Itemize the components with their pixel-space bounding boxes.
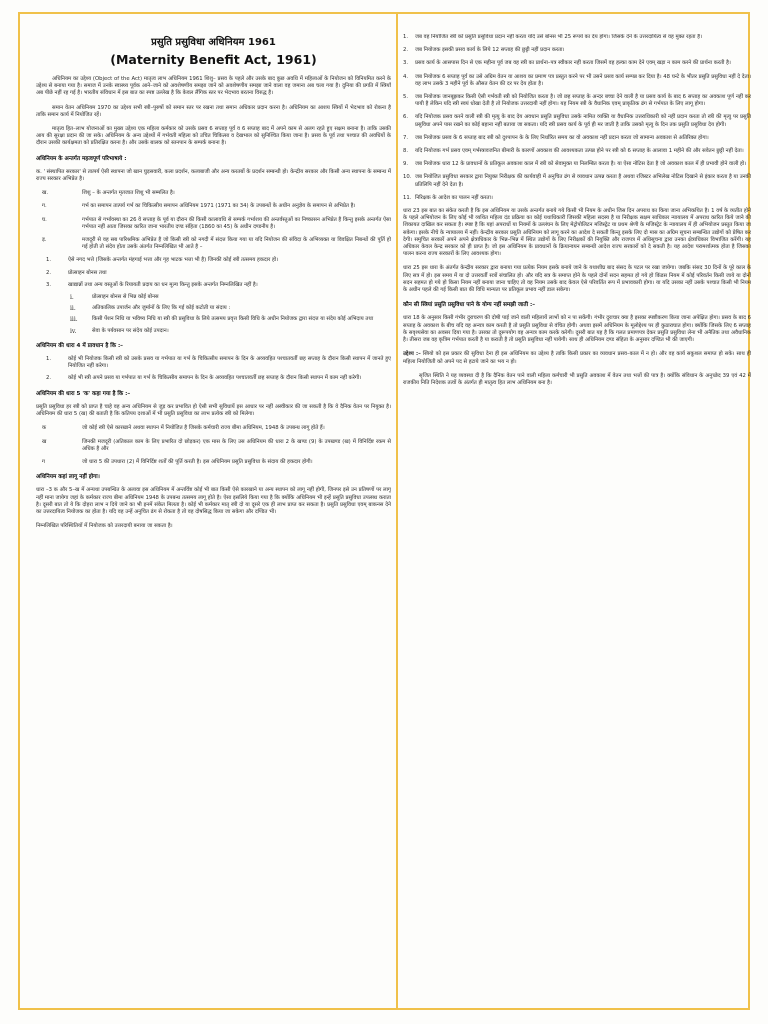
list-text: जो धारा 5 की उपधारा (2) में विनिर्दिष्ट शर्तों की पूर्ति करती है। इस अधिनियम प्रसुति प्रसुविधा के संदाय की हकदार होगी। <box>82 458 313 465</box>
list-text: जब नियोजित प्रसुविधा सरकार द्वारा नियुक्त निरीक्षक की कार्यवाही में अनुचित ढंग से व्यवधान उत्पन्न करता है अथवा रजिस्टर अभिलेख नोटिस दिखाने से इंकार करता है या उनकी प्रतिलिपि नहीं देने देता है। <box>415 174 751 188</box>
list-item <box>403 60 751 67</box>
list-text: किसी पेंशन निधि या भविष्य निधि या स्त्री की प्रसुविधा के लिये तत्समय प्रवृत्त किसी विधि के अधीन नियोजक द्वारा संदत्त या संदेय कोई अभिदाय तथा <box>92 316 374 323</box>
right-column <box>403 34 751 996</box>
list-text: प्रसव कार्य के आसपास दिन से एक महीना पूर्व जब वह स्त्री का प्रार्थना–पत्र स्वीकार नहीं करता जिसमें वह हल्का काम देने एवम् खड़ा न काम करने की प्रार्थना करती है। <box>415 60 731 67</box>
page-border-top <box>18 12 750 14</box>
page-border-bottom <box>18 1008 750 1010</box>
list-item <box>403 47 751 54</box>
wage-includes-list <box>36 257 391 289</box>
list-item <box>403 195 751 202</box>
list-number: 1. <box>46 356 52 363</box>
definition-label: घ. <box>42 216 47 223</box>
list-number: iii. <box>70 316 78 324</box>
list-number: 2. <box>46 269 52 276</box>
list-text: जब वह नियोजित स्त्री को प्रसुति प्रसुविधा प्रदान नहीं करता यदि उसे बोनस भी 25 रूपये का देय होगा। जिसके देने के उत्तरदायित्व से वह मुक्त रहता है। <box>415 34 703 40</box>
document-title-hindi: प्रसुति प्रसुविधा अधिनियम 1961 <box>151 37 276 48</box>
wage-excludes-list <box>36 294 391 335</box>
list-item <box>403 34 751 41</box>
list-number: 1. <box>403 34 409 40</box>
list-number: 7. <box>403 134 409 141</box>
list-text: प्रोत्साहन बोनस तथा <box>68 269 107 276</box>
definition-k: क. ' संस्थापित सरकार' से तात्पर्य ऐसी स्थापना जो खान घुड़सवारी, कला प्रदर्शन, कलाबाजी और अन्य करतबों के प्रदर्शन सम्बन्धी हो। केन्द्रीय सरकार और किसी अन्य स्थापना के सम्बन्ध में राज्य सरकार अभिप्रेत है। <box>36 168 391 183</box>
list-item <box>36 459 391 466</box>
list-item <box>36 305 391 312</box>
list-number: 10. <box>403 174 412 181</box>
list-item <box>36 294 391 301</box>
page-border-left <box>18 12 20 1010</box>
definition-g <box>36 203 391 210</box>
list-number: 5. <box>403 94 409 101</box>
list-item <box>36 356 391 370</box>
section-25-paragraph: धारा 25 इस धारा के अंतर्गत केन्द्रीय सरकार द्वारा बनाया गया प्रत्येक नियम इसके बनाये जाने के यथाशीघ्र बाद संसद के पटल पर रखा जायेगा। जबकि संसद 30 दिनों के पूरे काल के लिए सत्र में हो। इस समय में या दो उत्तरवर्ती सत्रों संचालित हो। और यदि सत्र के समाप्त होने के पहले दोनों सदन सहमत हो गये हो किंडस नियम में कोई परिवर्तन किसी जाये या दोनों सदन सहमत हो गये हो किसा नियम नहीं बनाया जाना चाहिए तो वह नियम उसके बाद केवल ऐसे परिवर्तित रूप में प्रभावकारी होगा। या यदि उसका नहीं उसके पश्चात किसी भी नियम के अधीन पहले की गई किसी बात की विधि मान्यता पर प्रतिकूल प्रभाव नहीं डाल सकेगा। <box>403 265 751 294</box>
list-item <box>36 270 391 277</box>
list-text: जब नियोजक धारा 12 के प्रावधानों के प्रतिकूल अवकाश काल में स्त्री को सेवामुक्त या निलम्बित करता है। या ऐसा नोटिस देता है जो अवकाश काल में ही प्रभावी होने वाली हो। <box>415 161 747 168</box>
purpose-label: उद्देश्य :– <box>403 351 421 358</box>
list-text: जब नियोजक प्रसव के 6 सप्ताह बाद स्त्री को दुश्पापन के के लिए निर्धारित समय का वो अवकाश नहीं प्रदान करता जो सामान्य अवकाश से अतिरिक्त होगा। <box>415 134 709 141</box>
definition-kh <box>36 190 391 197</box>
list-item <box>403 161 751 168</box>
definition-label: ड़. <box>42 237 47 244</box>
list-number: क <box>42 425 47 432</box>
list-text: ऐसे नगद भत्ते (जिसके अन्तर्गत मंहगाई भत्ता और गृह भाटक भत्ता भी है) जिनकी कोई स्त्री तत्समय हकदार हो। <box>68 257 279 264</box>
list-number: 3. <box>403 60 409 67</box>
list-item <box>403 148 751 155</box>
section-5-paragraph: प्रसूति प्रसुविधा हर स्त्री को प्राप्त है चाहे वह अन्य अधिनियम से जुड़ कर प्रभावित हो ऐसी सभी सुविधायें इस आधार पर नहीं अस्वीकार की जा सकती है कि वे दैनिक वेतन पर नियुक्त है। अधिनियम की धारा 5 (ख) की बताती है कि कतिपय दशाओं में भी प्रसुति प्रसुविधा का लाभ प्रत्येक स्त्री को मिलेगा। <box>36 403 391 418</box>
list-item <box>403 94 751 108</box>
list-text: कोई भी नियोजक किसी स्त्री को उसके प्रसव या गर्भपात या गर्भ के चिकित्सीय समापन के दिन के अव्यवहित पश्चातवर्ती छह सप्ताह के दौरान किसी स्थापन में जानते हुए नियोजित नहीं करेगा। <box>68 356 391 370</box>
list-number: i. <box>70 294 74 302</box>
employer-liability-line: निम्नलिखित परिस्थितियों में नियोजक को उत्तरदायी बनाया जा सकता है। <box>36 523 173 530</box>
definition-text: गर्भ का समापन तात्पर्य गर्भ का चिकित्सीय समापन अधिनियम 1971 (1971 का 34) के उपबन्धों के अधीन अनुज्ञेय के समापन से अभिप्रेत है। <box>82 203 356 210</box>
list-number: 2. <box>46 375 52 382</box>
section-18-paragraph: धारा 18 के अनुसार किसी गंभीर दुराचरण की दोषी पाई जाने वाली महिलायें लाभों को न पा सकेंगी। गंभीर दुराचार क्या है इसका स्पष्टीकरण किया जाना अपेक्षित होगा। प्रसव के बाद 6 सप्ताह के अवकाश के बीच यदि वह अन्यत्र काम करती है तो प्रसुति प्रसुविधा से वंचित होगी। अथवा इसमें अधिनियम के मूलोद्देश्य पर ही कुठाराघात होगा। क्योंकि जिसके लिए 6 सप्ताह के सवृश्यसेवा का अवसर दिया गया है। उसका तो दुरूपयोग वह अन्यत्र काम करके करेगी। दूसरी बात यह है कि गलत प्रमाणपत्र देकर प्रसुति प्रसुविधा लेना भी अनैतिक तथा अवैधानिक है। तीसरा जब वह कृत्रिम गर्भपात करती है या कराती है तो प्रसुति प्रसुविधा नहीं पायेगी। साथ ही अधिनियम दण्ड संहिता के अनुसार दण्डित भी की जाएगी। <box>403 315 751 344</box>
list-number: 2. <box>403 47 409 54</box>
list-text: जब नियोजक जानबूझकर किसी ऐसी गर्भवती स्त्री को नियोजित करता है। जो छह सप्ताह के अन्दर बच्चा देने वाली है या प्रसव कार्य के बाद 6 सप्ताह का अवकाश पूर्ण नहीं कर पायी है लेकिन यदि स्त्री स्वयं धोखा देती है तो नियोजक उत्तरदायी नहीं होगा। यह नियम स्त्री के वैधानिक एवम् प्राकृतिक ढंग से गर्भपात के लिए लागू होगा। <box>415 94 751 108</box>
definition-label: ग. <box>42 203 47 210</box>
definition-text: मजदूरी से वह सब पारिश्रमिक अभिप्रेत है जो किसी स्त्री को नगदी में संदत्त किया गया या यदि नियोजन की संविदा के अभिव्यक्त या विवक्षित निबन्धों की पूर्ति हो गई होती तो संदेय होता उसके अंतर्गत निम्नलिखित भी आते है – <box>82 237 391 251</box>
purpose-paragraph <box>403 351 751 365</box>
list-number: 9. <box>403 161 409 168</box>
list-number: 3. <box>46 281 52 288</box>
list-text: जिनकी मजदूरी (अतिकाल काम के लिए प्रभारित दो छोड़कर) एक मास के लिए उस अधिनियम की धारा 2 के खण्ड (9) के उपखण्ड (ख) में विनिर्दिष्ट रकम से अधिक है और <box>82 438 391 452</box>
section-4-heading: अधिनियम की धारा 4 में प्रावधान है कि :– <box>36 342 123 349</box>
definition-text: शिशु – के अन्तर्गत मृतजात शिशु भी सम्मलित है। <box>82 190 175 197</box>
definition-gh <box>36 217 391 231</box>
document-title-english: (Maternity Benefit Act, 1961) <box>110 52 317 67</box>
list-number: ii. <box>70 305 76 313</box>
applicability-paragraph: धारा –3 क और 5–ख में अन्यथा उपबन्धित के अलावा इस अधिनियम में अन्तर्विष्ट कोई भी बात किसी ऐसे कारखाने या अन्य स्थापन को लागू नहीं होगी, जिनपर इसे उन प्रतिषणों पर लागू नहीं माना जायेगा जहां के कर्मकार राज्य बीमा अधिनियम 1948 के उपबन्ध तत्समय लागू होते है। ऐसा इसलिये किया गया है कि क्योंकि अधिनियम भी इन्हें प्रसुति प्रसुविधा उपलब्ध कराता है। दूसरी बात तो ये कि दोहरा लाभ न दिये जाने का भी इनमें संकेत मिलता है। कोई भी कर्मकार मातृ स्त्री दो या दूसरे एक ही लाभ प्राप्त कर सकता है। प्रसुति प्रसुविधा एवम् बाकनस देने का उत्तरदायित्व नियोजक का होता है। यदि वह उन्हें अनुचित ढंग से रोकता है तो वह दोषसिद्ध किया जा सकेगा और दण्डित भी। <box>36 487 391 515</box>
section-5-heading: अधिनियम की धारा 5 'क' कहा गया है कि :– <box>36 390 131 397</box>
list-number: 11. <box>403 194 412 201</box>
list-text: सेवा के पर्यवसान पर संदेय कोई उपदान। <box>92 327 169 334</box>
list-number: 1. <box>46 257 52 264</box>
definition-label: ख. <box>42 190 49 197</box>
list-text: खाद्यान्नों तथा अन्य वस्तुओं के रियायती प्रदाय का धन मूल्य किन्तु इसके अन्तर्गत निम्नलिखित नहीं है। <box>68 281 258 288</box>
list-number: 4. <box>403 73 409 80</box>
list-number: 8. <box>403 148 409 155</box>
list-item <box>403 135 751 142</box>
list-item <box>36 257 391 264</box>
list-number: ख <box>42 438 47 445</box>
list-text: प्रोत्साहन बोनस से भिन्न कोई बोनस <box>92 294 159 301</box>
list-text: निरिक्षक के आदेश का पालन नहीं करता। <box>415 194 493 201</box>
equal-pay-paragraph: समान वेतन अधिनियम 1970 का उद्देश्य सभी स्त्री–पुरुषों को समान स्तर पर रखना तथा समान अधिकार प्रदान करना है। अधिनियम का आशय स्त्रियों में भेदभाव को रोकना है ताकि समान कार्य में नियोजित रहें। <box>36 104 391 118</box>
left-column <box>36 34 391 996</box>
daily-wage-paragraph: सृजित स्थिति ने यह व्यवस्था दी है कि दैनिक वेतन पाने वाली महिला कर्मचारी भी प्रसुति अवकाश में वेतन तथा भत्तों की पात्र है। क्योंकि संविधान के अनुच्छेद 39 एवं 42 में राजकीय निति निदेशक तत्वों के अंतर्गत ही मातृत्व हित लाभ अधिनियम बना है। <box>403 372 751 386</box>
column-divider <box>396 12 398 1010</box>
definition-d <box>36 237 391 251</box>
list-item <box>403 74 751 88</box>
applicability-heading: अधिनियम कहां लागू नहीं होगा। <box>36 474 100 481</box>
list-number: iv. <box>70 327 77 335</box>
list-item <box>36 316 391 323</box>
list-text: यदि नियोजक प्रसव करने वाली स्त्री की मृत्यु के बाद देय अवधान प्रसुति प्रसुविधा उसके नामित व्यक्ति या वैधानिक उत्तराधिकारी को नहीं प्रदान करता तो स्त्री की मृत्यु पर प्रसुति प्रसुविधा अपने पास रखने का कोई बहाना नहीं बताया जा सकता। यदि स्त्री प्रसव कार्य के पूर्व ही मर जाती है ताकि उसको मृत्यु के दिन तक प्रसुति प्रसुविधा देय होगी। <box>415 114 751 128</box>
list-text: जो कोई स्त्री ऐसे कारखाने अथवा स्थापन में नियोजित है जिसके कर्मचारी राज्य बीमा अधिनियम, 1948 के उपबन्ध लागू होते हैं। <box>82 425 325 432</box>
list-text: यदि नियोजक गर्भ प्रसव एवम् गर्भस्त्रावजनित बीमारी के कारणों अवकाश की आवश्यकता उत्पन्न होने पर स्त्री को 6 सप्ताह के आलावा 1 महीने की और सवेतन छुट्टी नहीं देता। <box>415 148 744 155</box>
list-text: जब नियोजक इसकी प्रसव कार्य के लिये 12 सप्ताह की छुट्टी नहीं प्रदान करता। <box>415 47 565 54</box>
list-item <box>36 425 391 432</box>
ineligible-women-heading: कौन सी स्त्रियां प्रसुति प्रसुविधा पाने के योग्य नहीं समझी जाती :– <box>403 302 536 309</box>
list-item <box>36 439 391 453</box>
list-number: 6. <box>403 114 409 121</box>
objective-paragraph: अधिनियम का उद्देश्य (Object of the Act) मातृत्व लाभ अधिनियम 1961 शिशु– प्रसव के पहले और उसके बाद कुछ अवधि में महिलाओं के नियोजन को विनियमित करने के उद्देश्य से बनाया गया है। समाज में उनके स्वास्थ्य पूर्वक आने–जाने को अवशेषणीय समझा जाने को अवशेषणीय समझा जाने वाला वह जमाना अब चला गया है। दुनिया की प्रगति में स्त्रियाँ अब पीछे नहीं रह गई है। भारतीय संविधान में इस बात का स्पष्ट उल्लेख है कि केवल लैंगिक स्तर पर भेदभाव बरतना विरुद्ध है। <box>36 76 391 97</box>
list-item <box>36 282 391 289</box>
list-item <box>36 375 391 382</box>
list-text: जब नियोजक 6 सप्ताह पूर्व का उसे अग्रिम वेतन या आशय का प्रमाण पत्र प्रस्तुत करने पर भी उसने प्रसव कार्य सम्पन्न कर दिया है। 48 घन्टे के भीतर प्रसुति प्रसुविधा नहीं दे देता। वह लाभ उसके 3 महीने पूर्व के औसत वेतन की दर पर देय होता है। <box>415 73 751 87</box>
list-item <box>36 328 391 335</box>
list-item <box>403 114 751 128</box>
maternity-benefit-purpose-paragraph: मातृत्व हित–लाभ योजनाओं का मुख्य उद्देश्य एक महिला कर्मकार को उसके प्रसव 6 सप्ताह पूर्व व 6 सप्ताह बाद में अपने काम से अलग रहते हुए सक्षम बनाना है। ताकि उसकी आय की सुरक्षा प्रदान की जा सके। अधिनियम के अन्य उद्देश्यों में गर्भवती महिला को उचित चिकित्सा व देखभाल को सुनिश्चित किया जाना है। प्रसव के पूर्व तथा पश्चात की अवधियों के दौरान उसकी कार्यक्षमता को प्रतिरक्षित करना है। और उसके बालक को स्तनपान के सम्पर्क बनाना है। <box>36 126 391 147</box>
purpose-text: स्त्रियो को इस प्रकार की सुविधा देना ही इस अधिनियम का उद्देश्य है ताकि किसी प्रकार का व्यवधान प्रसव–काल में न हो। और वह कार्य सकुशल समाप्त हो सके। साथ ही महिला नियोजिती को अपने पद से हटाये जाने का भय न हो। <box>403 351 751 365</box>
list-item <box>403 174 751 188</box>
section-23-paragraph: धारा 23 इस बात का संकेत करती है कि इस अधिनियम या उसके अन्तर्गत बनाये गये किसी भी नियम के अधीन जिस दिन अपराध का किया जाना अभिकथित है। 1 वर्ष के व्यतीत होने के पहले अभियोजन के लिए कोई भी व्यथित महिला दंड प्रक्रिया का कोई यथाधिकारी जिसकी महिला सदस्य है या निरीक्षक सक्षम साधिकार न्यायालय में अपराध कारित किये जाने की शिकायत दाखिल कर सकता है। स्पष्ट है कि यहां अपराधों या नियमों के उल्लंघन के लिए मेट्रोपोलिटन मजिस्ट्रेट या प्रथम श्रेणी के मजिस्ट्रेट के न्यायालय में ही अभियोजन प्रस्तुत किया जा सकेगा। इसके नीचे के न्यायालय में नहीं। केन्द्रीय सरकार प्रसुति अधिनियम को लागू करने का आदेश दे सकती किन्तु इसके लिए दो मास का अग्रिम सूचना सम्बन्धित उद्योगों को प्रेषित कर देगी। समुचित सरकारें अपने अपने क्षेत्राधिकार के भिन्न–भिन्न में स्थित उद्योगों के लिए निरीक्षकों की नियुक्ति और राजपत्र में अधिसूचना द्वारा उनका क्षेत्राधिकार विभाजित करेंगी। यह अधिकार केवल केन्द्र सरकार को ही प्राप्त है। जो इस अधिनियम के प्रावधानों के क्रियान्वयन सम्बन्धी आदेश राज्य सरकारों को दे सकती है। यह आदेश परामर्शात्मक होता है जिसका पालन करना राज्य सरकारों के लिए आवश्यक होगा। <box>403 208 751 258</box>
list-text: अतिकालिक उपार्जन और जुर्मानों के लिए कि गई कोई कटोती या संदाय : <box>92 305 231 312</box>
list-text: कोई भी स्त्री अपने प्रसव या गर्भपात या गर्भ के चिकित्सीय समापन के दिन के अव्यवहित पश्चातवर्ती छह सप्ताह के दौरान किसी स्थापन में काम नहीं करेगी। <box>68 375 362 382</box>
definition-text: गर्भपात से गर्भावस्था का 26 वे सप्ताह के पूर्व या दौरान की किसी कालावधि से सम्पर्क गर्भाशय की अन्तर्वस्तुओं का निष्कासन अभिप्रेत है किन्तु इसके अन्तर्गत ऐसा गर्भपात नहीं आता जिसका कारित जाना भारतीय दण्ड संहिता (1860 का 45) के अधीन दण्डनीय है। <box>82 216 391 230</box>
definitions-heading: अधिनियम के अन्तर्गत महत्वपूर्ण परिभाषाये : <box>36 155 127 162</box>
list-number: ग <box>42 458 45 465</box>
